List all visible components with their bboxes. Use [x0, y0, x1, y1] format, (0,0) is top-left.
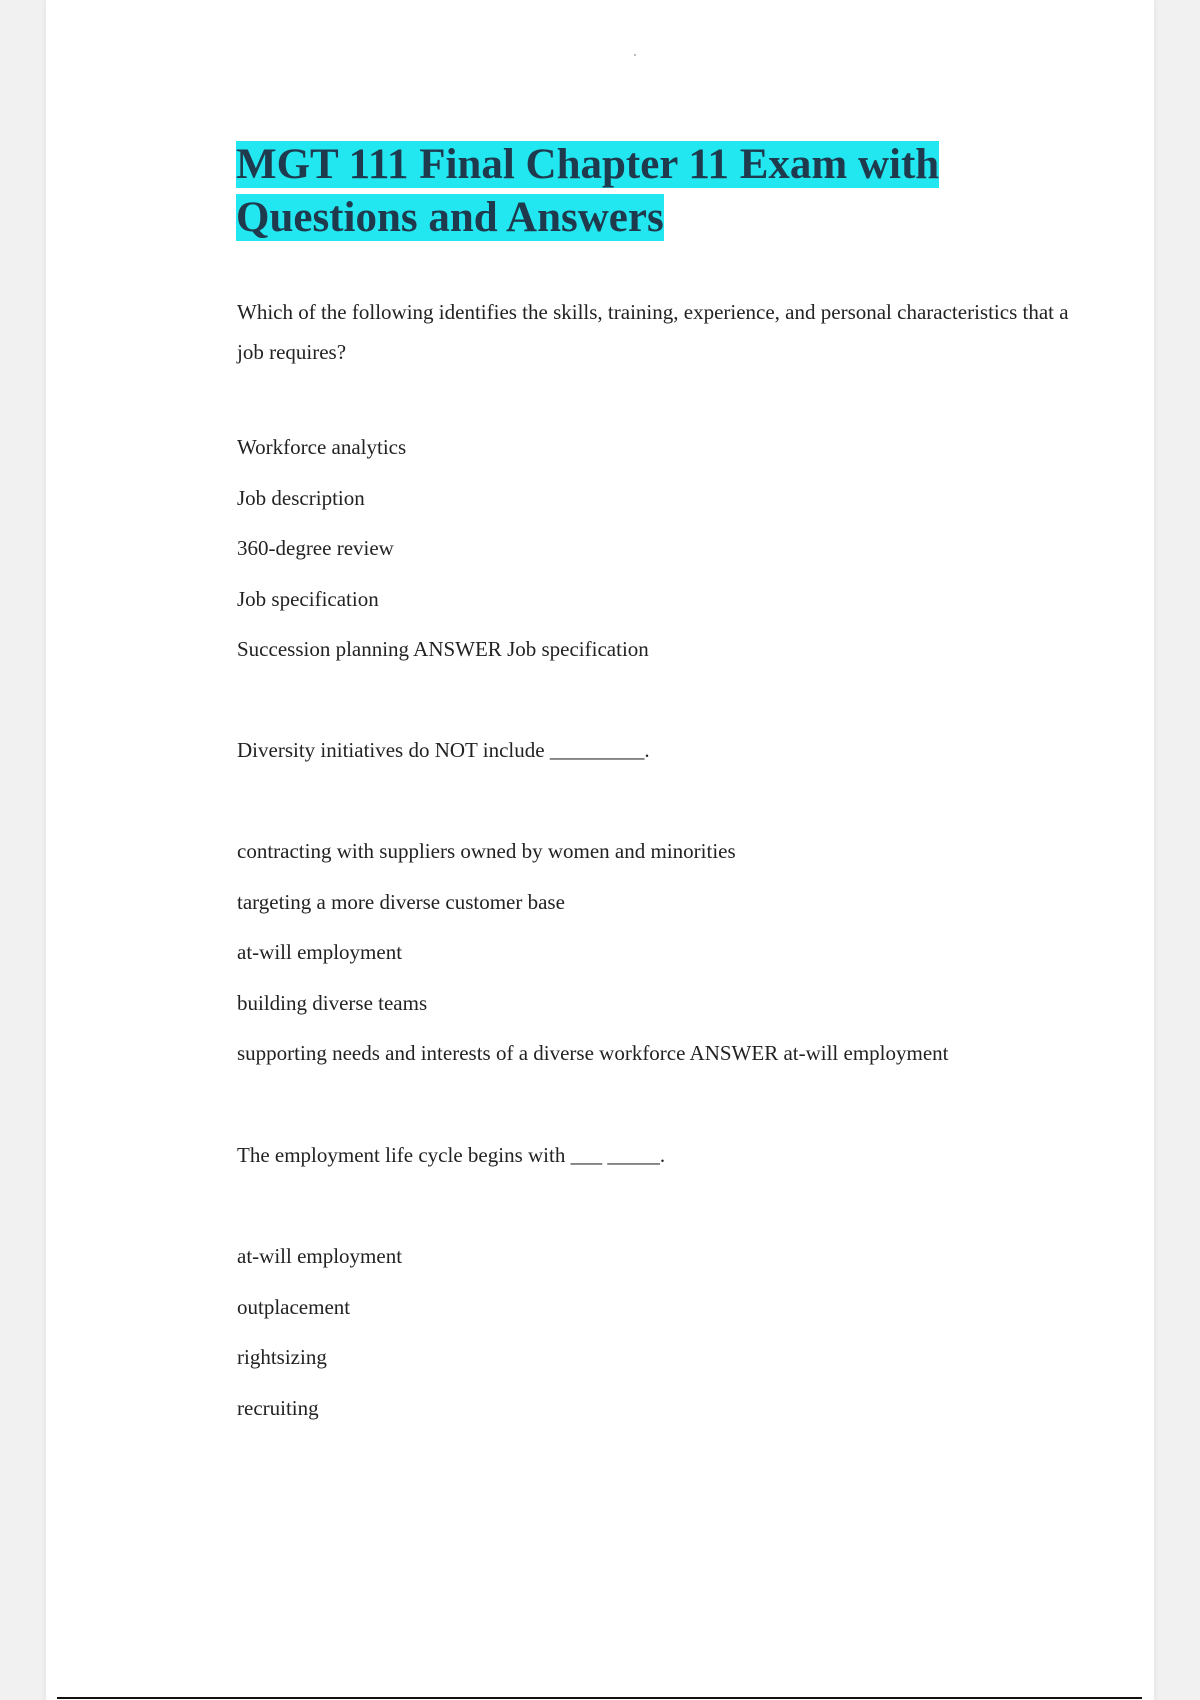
- question-3-option-2: outplacement: [237, 1295, 351, 1319]
- question-1-option-5: Succession planning ANSWER Job specification: [237, 637, 649, 661]
- page-mark: [634, 54, 636, 56]
- title-line-2: Questions and Answers: [236, 194, 664, 241]
- title-line-1: MGT 111 Final Chapter 11 Exam with: [236, 141, 940, 188]
- question-2-option-1: contracting with suppliers owned by women and minorities: [237, 839, 736, 863]
- question-1-option-2: Job description: [237, 486, 365, 510]
- question-3-option-3: rightsizing: [237, 1345, 327, 1369]
- question-2-option-4: building diverse teams: [237, 991, 428, 1015]
- question-3-text: The employment life cycle begins with ___ _____.: [237, 1143, 666, 1167]
- document-page: [46, 0, 1154, 1700]
- question-1-option-4: Job specification: [237, 587, 379, 611]
- question-2-text: Diversity initiatives do NOT include _________.: [237, 738, 650, 762]
- document-title: [236, 138, 996, 244]
- question-1-text: Which of the following identifies the skills, training, experience, and personal characteristics that a job requires?: [237, 300, 1069, 364]
- question-2-option-2: targeting a more diverse customer base: [237, 890, 565, 914]
- question-1-option-1: Workforce analytics: [237, 435, 407, 459]
- question-2-option-3: at-will employment: [237, 940, 403, 964]
- footer-rule: [57, 1697, 1142, 1699]
- question-1-option-3: 360-degree review: [237, 536, 394, 560]
- question-2-option-5: supporting needs and interests of a diverse workforce ANSWER at-will employment: [237, 1041, 949, 1065]
- question-3-option-4: recruiting: [237, 1396, 319, 1420]
- question-3-option-1: at-will employment: [237, 1244, 403, 1268]
